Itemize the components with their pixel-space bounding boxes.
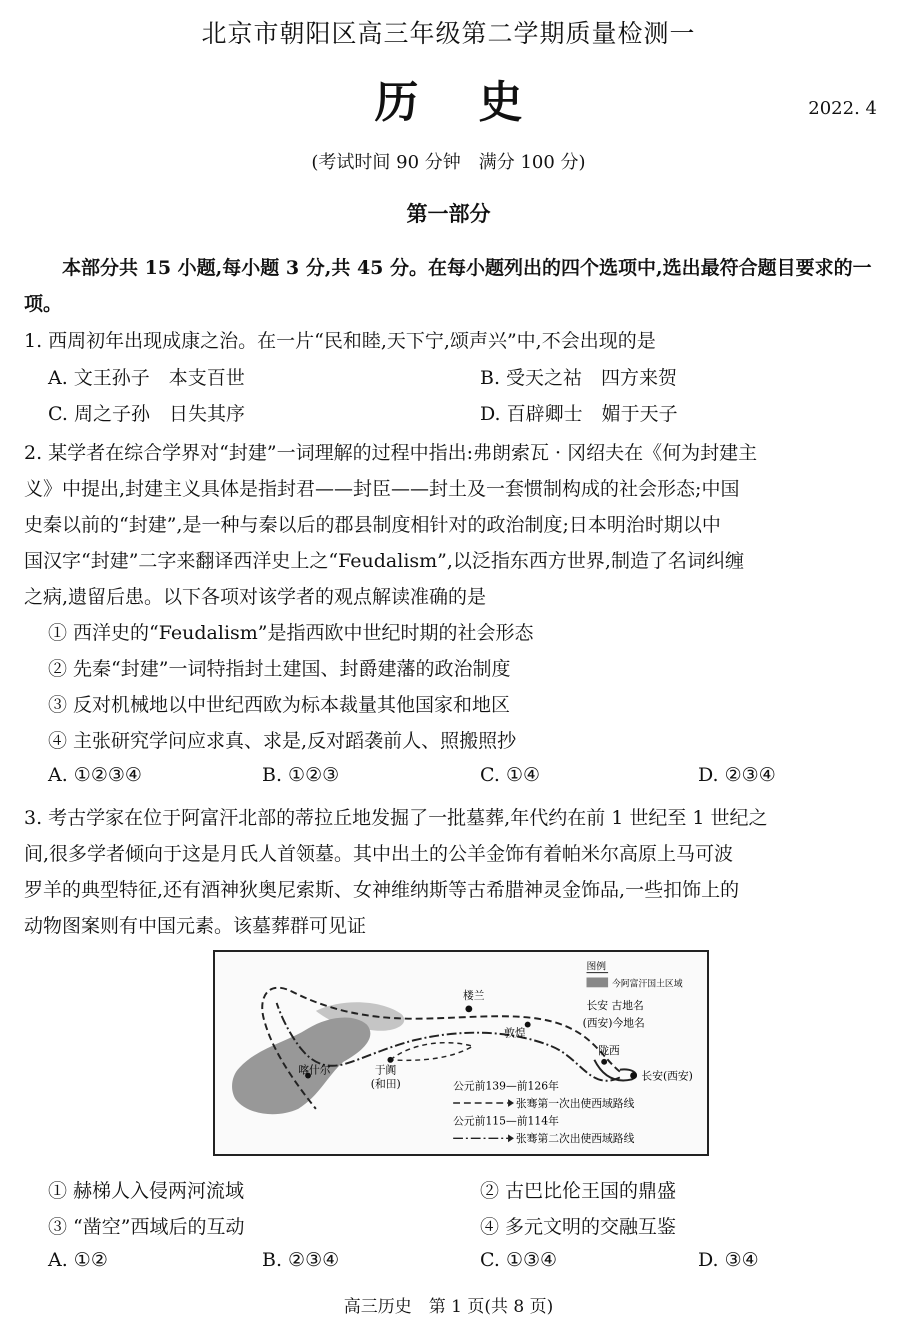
legend-ancient-name: 长安 古地名 [586,998,644,1012]
question-1-stem: 1. 西周初年出现成康之治。在一片“民和睦,天下宁,颂声兴”中,不会出现的是 [24,330,656,352]
q1-option-c: C. 周之子孙 日失其序 [48,403,245,425]
part-title: 第一部分 [406,201,491,226]
q2-option-d: D. ②③④ [698,764,776,786]
q1-option-d: D. 百辟卿士 媚于天子 [480,403,678,425]
q1-option-b: B. 受天之祜 四方来贺 [480,367,678,389]
question-3-line-3: 罗羊的典型特征,还有酒神狄奥尼索斯、女神维纳斯等古希腊神灵金饰品,一些扣饰上的 [24,879,740,901]
q2-option-a: A. ①②③④ [48,764,142,786]
label-kashgar: 喀什尔 [298,1063,331,1077]
q3-option-c: C. ①③④ [480,1249,558,1271]
route-2-period: 公元前115—前114年 [453,1114,559,1128]
q2-option-c: C. ①④ [480,764,541,786]
q2-statement-3: ③ 反对机械地以中世纪西欧为标本裁量其他国家和地区 [48,694,511,716]
loulan-marker [465,1005,472,1012]
exam-info: (考试时间 90 分钟 满分 100 分) [311,152,586,173]
page-footer: 高三历史 第 1 页(共 8 页) [343,1297,554,1317]
changan-loop [594,1060,636,1081]
yutian-marker [387,1057,393,1063]
legend-area-swatch [587,977,609,987]
label-loulan: 楼兰 [462,989,485,1003]
route-map-svg [215,952,707,1154]
subject-title: 历史 [374,77,583,128]
q3-statement-4: ④ 多元文明的交融互鉴 [480,1216,677,1238]
legend-area-label: 今阿富汗国土区域 [612,979,683,990]
question-3-line-1: 3. 考古学家在位于阿富汗北部的蒂拉丘地发掘了一批墓葬,年代约在前 1 世纪至 1 世纪之 [24,807,768,829]
q3-statement-1: ① 赫梯人入侵两河流域 [48,1180,245,1202]
label-hetian: (和田) [370,1077,401,1091]
route-1-period: 公元前139—前126年 [453,1079,559,1093]
q2-statement-2: ② 先秦“封建”一词特指封土建国、封爵建藩的政治制度 [48,658,511,680]
q2-option-b: B. ①②③ [262,764,340,786]
q3-option-d: D. ③④ [698,1249,759,1271]
q3-statement-3: ③ “凿空”西域后的互动 [48,1216,245,1238]
legend-modern-name: (西安)今地名 [582,1016,645,1030]
q1-option-a: A. 文王孙子 本支百世 [48,367,245,389]
longxi-marker [601,1059,607,1065]
legend-title: 图例 [586,961,607,973]
question-3-line-2: 间,很多学者倾向于这是月氏人首领墓。其中出土的公羊金饰有着帕米尔高原上马可波 [24,843,734,865]
route-1-label: 张骞第一次出使西域路线 [515,1096,635,1110]
q2-statement-1: ① 西洋史的“Feudalism”是指西欧中世纪时期的社会形态 [48,622,534,644]
q3-statement-2: ② 古巴比伦王国的鼎盛 [480,1180,677,1202]
question-2-line-5: 之病,遗留后患。以下各项对该学者的观点解读准确的是 [24,586,487,608]
q3-option-b: B. ②③④ [262,1249,340,1271]
question-3-line-4: 动物图案则有中国元素。该墓葬群可见证 [24,915,367,937]
question-2-line-1: 2. 某学者在综合学界对“封建”一词理解的过程中指出:弗朗索瓦 · 冈绍夫在《何为封建主 [24,442,758,464]
label-yutian: 于阗 [374,1063,397,1077]
question-2-line-3: 史秦以前的“封建”,是一种与秦以后的郡县制度相针对的政治制度;日本明治时期以中 [24,514,721,536]
label-dunhuang: 敦煌 [504,1026,526,1040]
q2-statement-4: ④ 主张研究学问应求真、求是,反对蹈袭前人、照搬照抄 [48,730,517,752]
exam-date: 2022. 4 [808,98,877,119]
question-2-line-2: 义》中提出,封建主义具体是指封君——封臣——封土及一套惯制构成的社会形态;中国 [24,478,740,500]
question-2-line-4: 国汉字“封建”二字来翻译西洋史上之“Feudalism”,以泛指东西方世界,制造了名词纠缠 [24,550,744,572]
label-longxi: 陇西 [598,1043,620,1057]
zhang-qian-route-map [213,950,709,1156]
q3-option-a: A. ①② [48,1249,108,1271]
exam-header: 北京市朝阳区高三年级第二学期质量检测一 [201,19,696,48]
label-changan: 长安(西安) [641,1069,693,1083]
route-loop-path [390,1043,472,1061]
changan-marker [630,1072,637,1079]
route-2-label: 张骞第二次出使西域路线 [515,1132,635,1146]
part-instructions: 本部分共 15 小题,每小题 3 分,共 45 分。在每小题列出的四个选项中,选出最符合题目要求的一项。 [24,257,872,315]
